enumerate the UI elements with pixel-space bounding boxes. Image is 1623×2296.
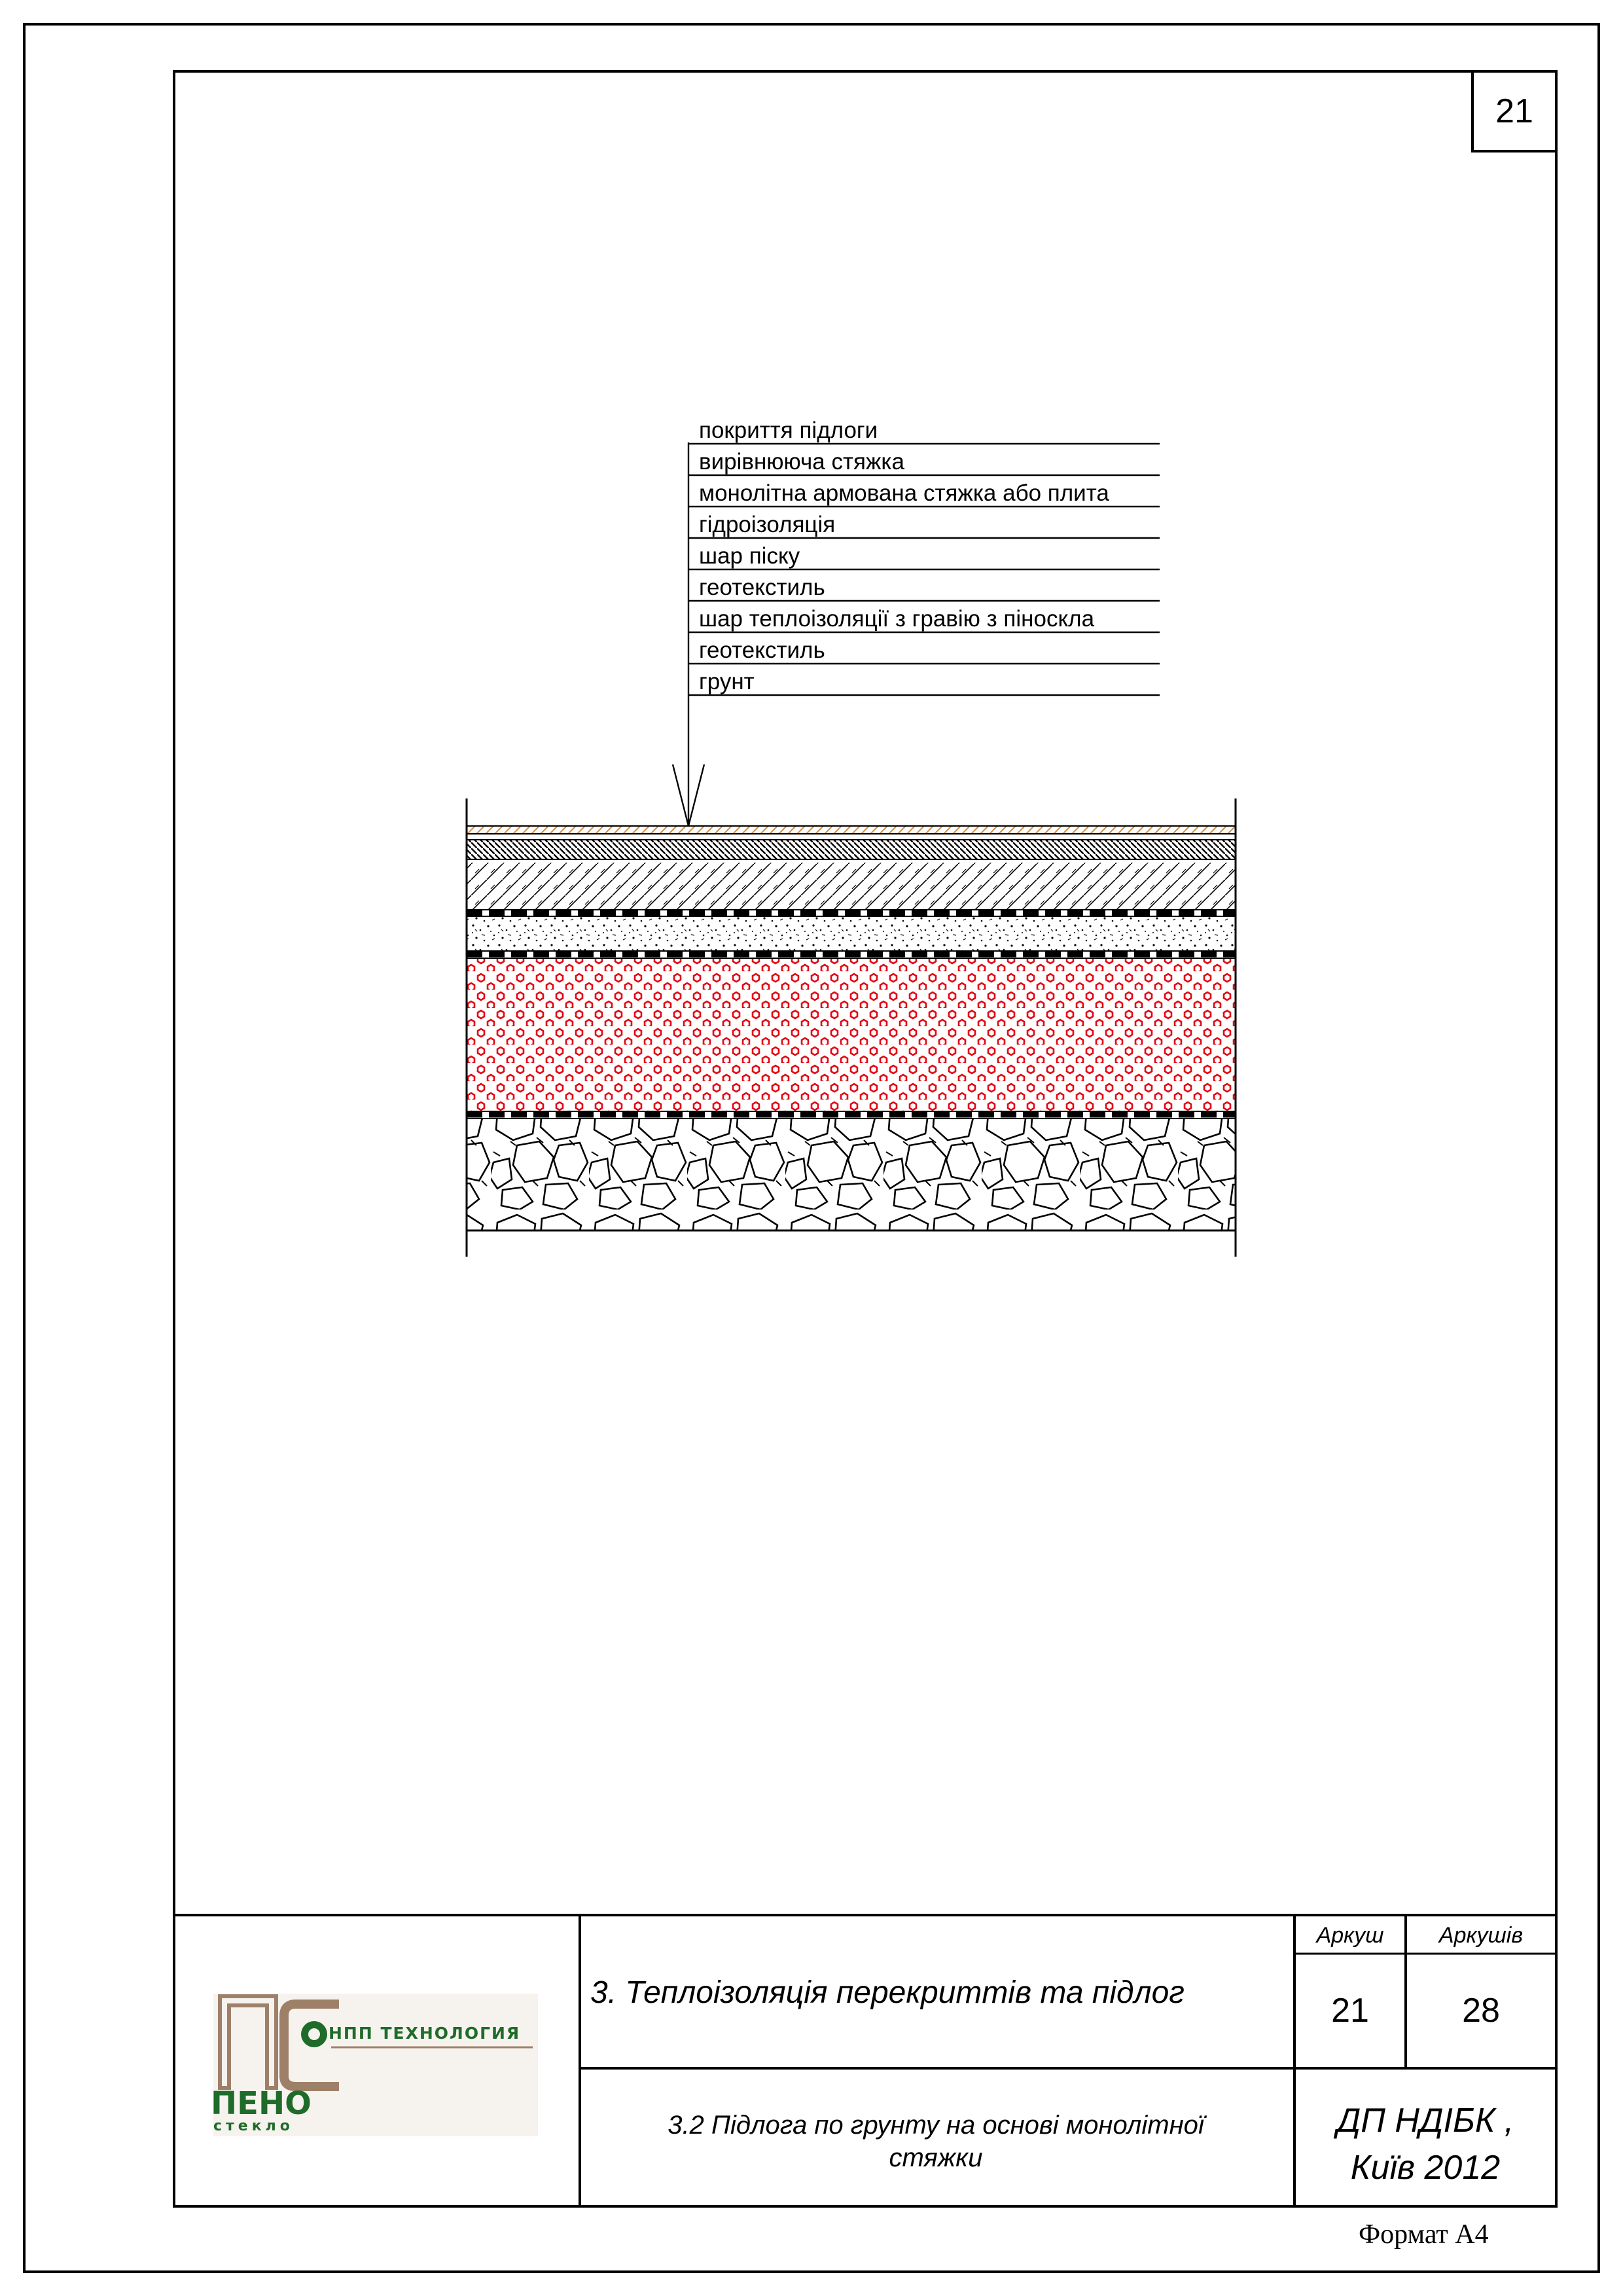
layer-label-waterproofing: гідроізоляція — [699, 512, 836, 537]
sheet-header: Аркуш — [1316, 1923, 1384, 1948]
layer-ground — [467, 1119, 1236, 1230]
logo-brand-bottom: стекло — [213, 2118, 294, 2134]
section-title: 3. Теплоізоляція перекриттів та підлог — [590, 1975, 1185, 2010]
layer-label-geotextile-lower: геотекстиль — [699, 637, 825, 663]
layer-label-geotextile-upper: геотекстиль — [699, 575, 825, 600]
layer-label-monolithic-slab: монолітна армована стяжка або плита — [699, 480, 1109, 506]
layer-label-leveling-screed: вирівнююча стяжка — [699, 449, 904, 475]
layer-label-floor-finish: покриття підлоги — [699, 418, 878, 443]
layer-sand — [467, 917, 1236, 951]
drawing-title: 3.2 Підлога по грунту на основі монолітної стяжки — [668, 2111, 1204, 2172]
logo-brand-top: ПЕНО — [211, 2085, 312, 2122]
layer-label-foam-glass-insulation: шар теплоізоляції з гравію з піноскла — [699, 606, 1095, 632]
format-label: Формат А4 — [1359, 2219, 1489, 2250]
layer-label-ground: грунт — [699, 669, 755, 694]
city-year: Київ 2012 — [1350, 2149, 1501, 2187]
organization: ДП НДІБК , — [1336, 2102, 1514, 2140]
layer-foam-glass-insulation — [467, 958, 1236, 1111]
layer-monolithic-slab — [467, 863, 1236, 910]
sheet-number: 21 — [1331, 1992, 1369, 2030]
sheets-total: 28 — [1462, 1992, 1500, 2030]
logo-company-name: НПП ТЕХНОЛОГИЯ — [329, 2024, 521, 2043]
layer-label-sand: шар піску — [699, 543, 800, 569]
sheets-header: Аркушів — [1438, 1923, 1524, 1948]
company-logo — [211, 1990, 541, 2139]
layer-floor-finish — [467, 826, 1236, 834]
layer-leveling-screed — [467, 840, 1236, 859]
sheet-corner-number: 21 — [1495, 92, 1533, 130]
